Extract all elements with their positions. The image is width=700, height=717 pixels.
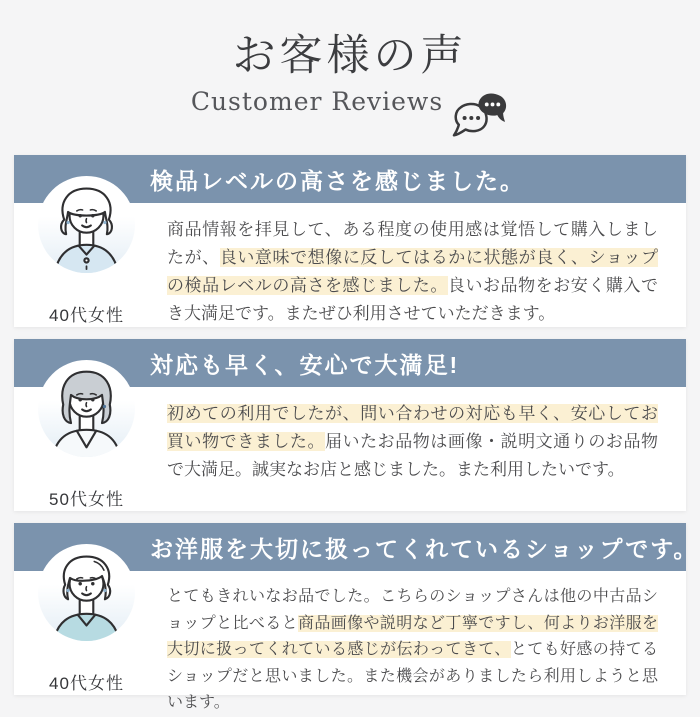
- page-header: [0, 0, 700, 137]
- reviewer-avatar-woman-50s-bob-hair: [38, 360, 135, 457]
- reviewer-label: 50代女性: [49, 490, 124, 509]
- review-text-segment: 商品画像や説明など丁寧ですし、何よりお洋服を大切に扱ってくれている感じが伝わってきて、: [167, 614, 658, 659]
- review-text-segment: とても好感の持てるショップだと思いました。また機会がありましたら利用しようと思います。: [167, 641, 658, 712]
- reviewer-label: 40代女性: [49, 306, 124, 325]
- review-text-segment: 商品情報を拝見して、ある程度の使用感は覚悟して購入しましたが、: [167, 220, 658, 267]
- page-title: お客様の声: [232, 31, 468, 81]
- page-subtitle: Customer Reviews: [190, 87, 444, 116]
- reviewer-label: 40代女性: [49, 674, 124, 693]
- review-card: [14, 523, 699, 712]
- review-card: [14, 339, 686, 511]
- review-text-segment: 届いたお品物は画像・説明文通りのお品物で大満足。誠実なお店と感じました。また利用したいです。: [167, 431, 658, 479]
- review-card: [14, 155, 686, 327]
- review-text-segment: 良いお品物をお安く購入でき大満足です。またぜひ利用させていただきます。: [167, 275, 659, 323]
- review-heading: 対応も早く、安心で大満足!: [150, 351, 460, 378]
- review-text-segment: とてもきれいなお品でした。こちらのショップさんは他の中古品ショップと比べると: [167, 588, 658, 632]
- review-text-segment: 初めての利用でしたが、問い合わせの対応も早く、安心してお買い物できました。: [167, 404, 658, 451]
- review-text-segment: 良い意味で想像に反してはるかに状態が良く、ショップの検品レベルの高さを感じました。: [167, 247, 658, 295]
- reviewer-avatar-woman-40s-wavy-hair: [38, 176, 135, 273]
- review-heading: お洋服を大切に扱ってくれているショップです。: [150, 535, 699, 562]
- page-subtitle-row: [0, 85, 700, 137]
- review-card-list: [14, 155, 699, 712]
- reviewer-avatar-woman-40s-short-hair: [38, 544, 135, 641]
- review-heading: 検品レベルの高さを感じました。: [150, 167, 525, 194]
- speech-bubbles-icon: [451, 91, 509, 148]
